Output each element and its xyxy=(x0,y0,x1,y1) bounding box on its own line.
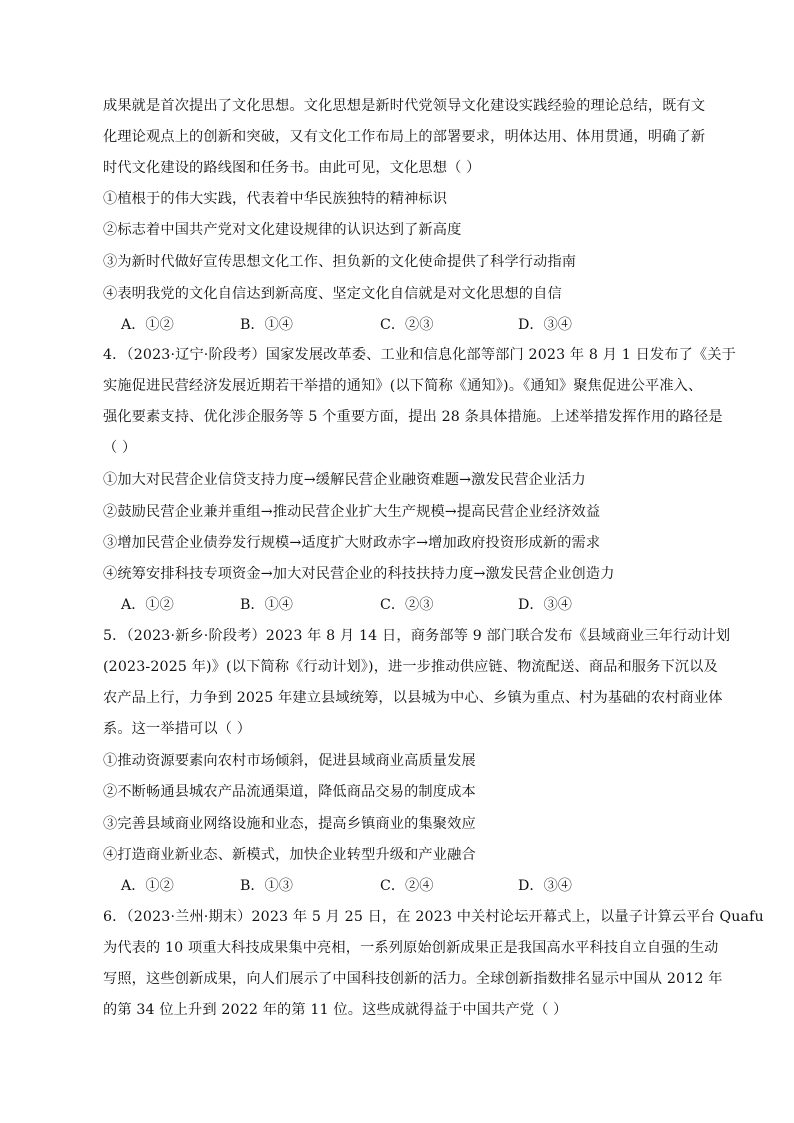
question-stem-line: （ ） xyxy=(103,440,137,456)
answer-choice-c: C．②③ xyxy=(380,597,434,613)
question-stem-line: 为代表的 10 项重大科技成果集中亮相，一系列原始创新成果正是我国高水平科技自立自强的生动 xyxy=(103,940,719,956)
answer-choice-d: D．③④ xyxy=(518,597,572,613)
statement-option: ④表明我党的文化自信达到新高度、坚定文化自信就是对文化思想的自信 xyxy=(103,286,562,302)
question-stem-line: 时代文化建设的路线图和任务书。由此可见，文化思想（ ） xyxy=(103,160,481,176)
question-stem-line: 5．（2023·新乡·阶段考）2023 年 8 月 14 日，商务部等 9 部门联合发布《县域商业三年行动计划 xyxy=(103,628,731,644)
statement-option: ②不断畅通县城农产品流通渠道，降低商品交易的制度成本 xyxy=(103,784,476,800)
question-stem-line: (2023-2025 年)》(以下简称《行动计划》)，进一步推动供应链、物流配送、商品和服务下沉以及 xyxy=(103,659,718,675)
answer-choice-b: B．①④ xyxy=(240,597,293,613)
answer-choice-d: D．③④ xyxy=(518,878,572,894)
answer-choice-c: C．②④ xyxy=(380,878,434,894)
statement-option: ②标志着中国共产党对文化建设规律的认识达到了新高度 xyxy=(103,222,462,238)
question-stem-line: 成果就是首次提出了文化思想。文化思想是新时代党领导文化建设实践经验的理论总结，既有文 xyxy=(103,98,706,114)
answer-choice-a: A．①② xyxy=(121,878,174,894)
statement-option: ②鼓励民营企业兼并重组→推动民营企业扩大生产规模→提高民营企业经济效益 xyxy=(103,504,601,520)
question-stem-line: 系。这一举措可以（ ） xyxy=(103,721,252,737)
question-stem-line: 写照，这些创新成果，向人们展示了中国科技创新的活力。全球创新指数排名显示中国从 2012 年 xyxy=(103,971,723,987)
question-stem-line: 农产品上行，力争到 2025 年建立县域统筹，以县城为中心、乡镇为重点、村为基础的农村商业体 xyxy=(103,690,723,706)
question-stem-line: 实施促进民营经济发展近期若干举措的通知》(以下简称《通知》)。《通知》聚焦促进公平准入、 xyxy=(103,378,703,394)
statement-option: ①加大对民营企业信贷支持力度→缓解民营企业融资难题→激发民营企业活力 xyxy=(103,472,586,488)
statement-option: ③增加民营企业债券发行规模→适度扩大财政赤字→增加政府投资形成新的需求 xyxy=(103,535,601,551)
statement-option: ①推动资源要素向农村市场倾斜，促进县域商业高质量发展 xyxy=(103,753,476,769)
statement-option: ④统筹安排科技专项资金→加大对民营企业的科技扶持力度→激发民营企业创造力 xyxy=(103,566,615,582)
question-stem-line: 的第 34 位上升到 2022 年的第 11 位。这些成就得益于中国共产党（ ） xyxy=(103,1002,568,1018)
question-stem-line: 6．（2023·兰州·期末）2023 年 5 月 25 日，在 2023 中关村论坛开幕式上，以量子计算云平台 Quafu xyxy=(103,909,764,925)
answer-choice-a: A．①② xyxy=(121,597,174,613)
question-stem-line: 化理论观点上的创新和突破，又有文化工作布局上的部署要求，明体达用、体用贯通，明确了新 xyxy=(103,129,706,145)
statement-option: ④打造商业新业态、新模式，加快企业转型升级和产业融合 xyxy=(103,847,476,863)
question-stem-line: 强化要素支持、优化涉企服务等 5 个重要方面，提出 28 条具体措施。上述举措发挥作用的路径是 xyxy=(103,409,723,425)
question-stem-line: 4．（2023·辽宁·阶段考）国家发展改革委、工业和信息化部等部门 2023 年 8 月 1 日发布了《关于 xyxy=(103,347,736,363)
statement-option: ③完善县域商业网络设施和业态，提高乡镇商业的集聚效应 xyxy=(103,816,476,832)
statement-option: ③为新时代做好宣传思想文化工作、担负新的文化使命提供了科学行动指南 xyxy=(103,254,577,270)
answer-choice-d: D．③④ xyxy=(518,317,572,333)
answer-choice-c: C．②③ xyxy=(380,317,434,333)
answer-choice-b: B．①④ xyxy=(240,317,293,333)
answer-choice-a: A．①② xyxy=(121,317,174,333)
statement-option: ①植根于的伟大实践，代表着中华民族独特的精神标识 xyxy=(103,191,448,207)
answer-choice-b: B．①③ xyxy=(240,878,293,894)
